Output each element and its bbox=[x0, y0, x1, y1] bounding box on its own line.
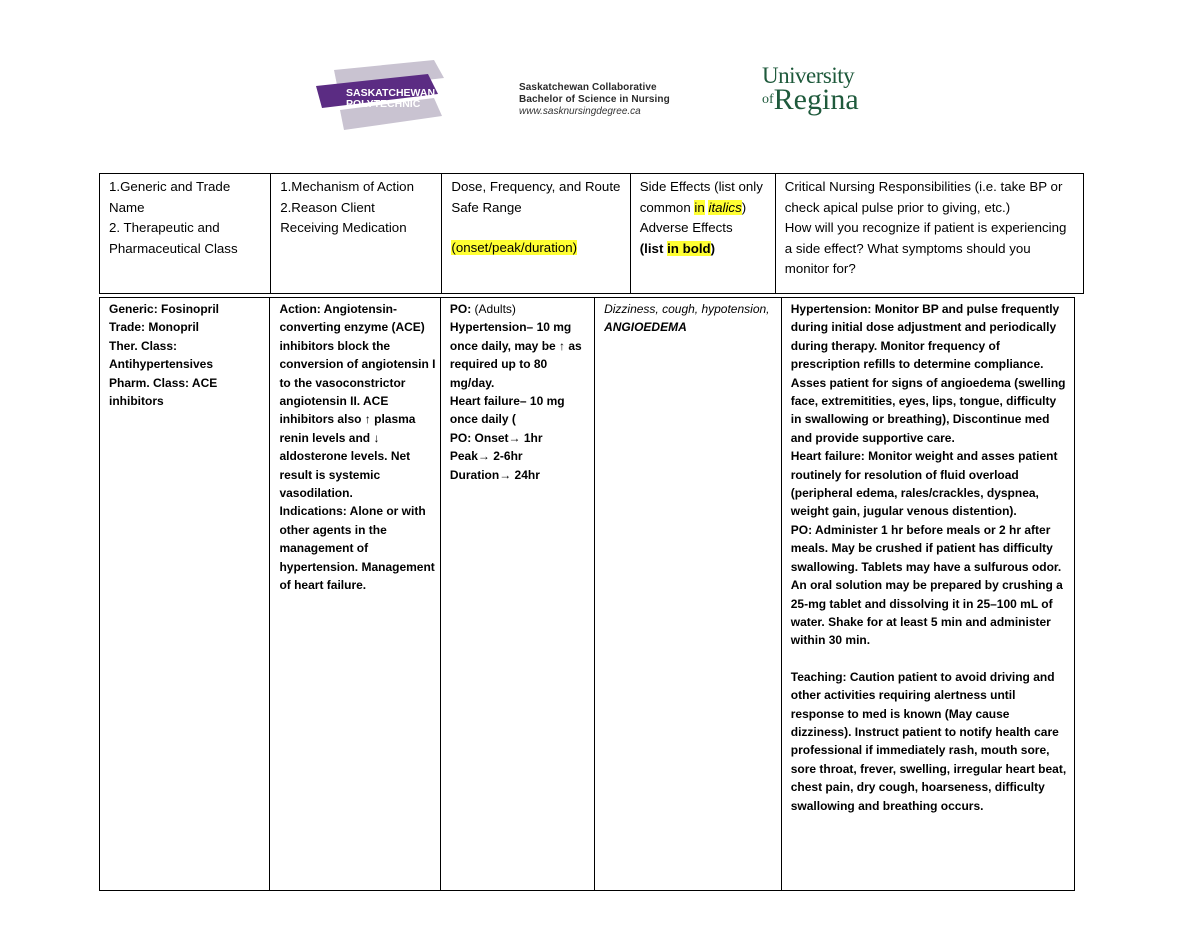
trade-name: Trade: Monopril bbox=[109, 320, 199, 335]
generic-name: Generic: Fosinopril bbox=[109, 302, 220, 316]
svg-text:SASKATCHEWAN: SASKATCHEWAN bbox=[346, 87, 436, 99]
collab-subtitle: Bachelor of Science in Nursing bbox=[519, 94, 670, 105]
header-col-name: 1.Generic and Trade Name 2. Therapeutic and Pharmaceutical Class bbox=[100, 174, 271, 294]
header-col-nursing: Critical Nursing Responsibilities (i.e. take BP or check apical pulse prior to giving, etc.) How will you recognize if patient is experiencing a side effect? What symptoms should you monitor for? bbox=[775, 174, 1083, 294]
collaborative-program-logo bbox=[519, 82, 699, 118]
action-text: Action: Angiotensin-converting enzyme (ACE) inhibitors block the conversion of angiotensin I to the vasoconstrictor angiotensin II. ACE inhibitors also ↑ plasma renin levels and ↓ aldosterone levels. Net result is systemic vasodilation. bbox=[279, 302, 436, 501]
collab-title: Saskatchewan Collaborative bbox=[519, 82, 657, 93]
header-col-dose: Dose, Frequency, and Route Safe Range (onset/peak/duration) bbox=[442, 174, 630, 294]
cell-drug-name bbox=[100, 298, 270, 891]
cell-side-effects bbox=[595, 298, 782, 891]
table-row bbox=[100, 298, 1075, 891]
header-table bbox=[99, 173, 1084, 294]
svg-text:POLYTECHNIC: POLYTECHNIC bbox=[346, 98, 421, 110]
side-effects-text: Dizziness, cough, hypotension, bbox=[604, 302, 770, 316]
header-col-mechanism: 1.Mechanism of Action 2.Reason Client Receiving Medication bbox=[271, 174, 442, 294]
cell-dose: PO: (Adults) Hypertension– 10 mg once daily, may be ↑ as required up to 80 mg/day. Heart failure– 10 mg once daily ( PO: Onset→ 1hr Peak→ 2-6hr Duration→ 24hr bbox=[440, 298, 594, 891]
header-col-side-effects: Side Effects (list only common in italics) Adverse Effects (list in bold) bbox=[630, 174, 775, 294]
therapeutic-class: Ther. Class: Antihypertensives bbox=[109, 338, 214, 372]
cell-mechanism bbox=[270, 298, 440, 891]
collab-url: www.sasknursingdegree.ca bbox=[519, 106, 641, 117]
saskatchewan-polytechnic-logo bbox=[316, 60, 448, 130]
university-of-regina-logo: University $^{of}$Regina bbox=[762, 63, 859, 116]
indications-text: Indications: Alone or with other agents in the management of hypertension. Management of heart failure. bbox=[279, 504, 435, 593]
cell-nursing: Hypertension: Monitor BP and pulse frequently during initial dose adjustment and periodically during therapy. Monitor frequency of prescription refills to determine compliance. Asses patient for signs of angioedema (swelling face, extremitities, eyes, lips, tongue, difficulty in swallowing or breathing), Discontinue med and provide supportive care. Heart failure: Monitor weight and asses patient routinely for resolution of fluid overload (peripheral edema, rales/crackles, dyspnea, weight gain, jugular venous distention). PO: Administer 1 hr before meals or 2 hr after meals. May be crushed if patient has difficulty swallowing. Tablets may have a sulfurous odor. An oral solution may be prepared by crushing a 25-mg tablet and dissolving it in 25–100 mL of water. Shake for at least 5 min and administer within 30 min. Teaching: Caution patient to avoid driving and other activities requiring alertness until response to med is known (May cause dizziness). Instruct patient to notify health care professional if immediately rash, mouth sore, sore throat, frever, swelling, irregular heart beat, chest pain, dry cough, hoarseness, difficulty swallowing and breathing occurs. bbox=[781, 298, 1074, 891]
drug-table bbox=[99, 297, 1075, 891]
pharmaceutical-class: Pharm. Class: ACE inhibitors bbox=[109, 375, 218, 409]
adverse-effects-text: ANGIOEDEMA bbox=[604, 320, 687, 335]
